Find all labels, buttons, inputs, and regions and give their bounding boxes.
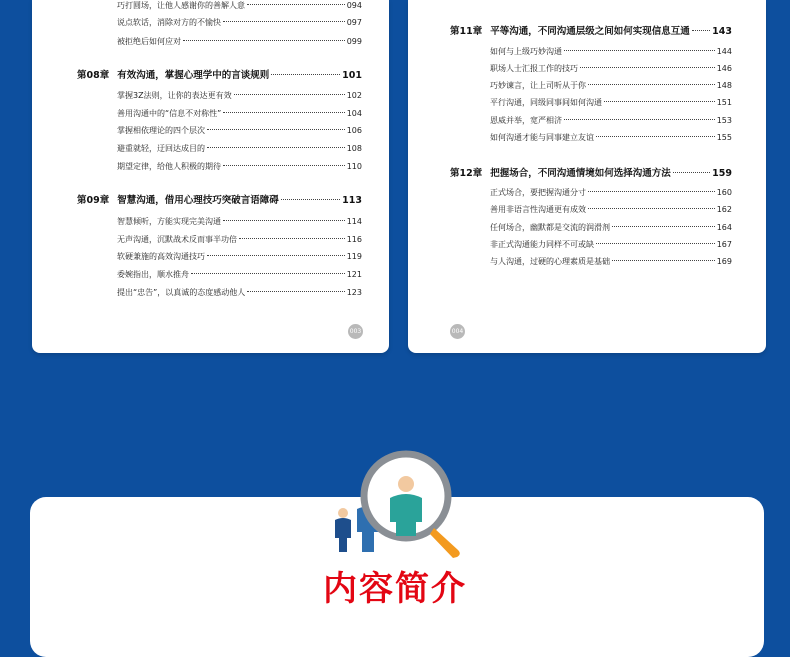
leader-dots — [692, 30, 710, 31]
leader-dots — [247, 4, 345, 5]
leader-dots — [247, 291, 344, 292]
toc-item-title: 如何与上级巧妙沟通 — [490, 47, 562, 56]
magnifier-people-icon — [326, 448, 466, 558]
toc-item-page: 146 — [716, 64, 732, 73]
toc-item — [490, 204, 732, 215]
toc-item-page: 110 — [346, 162, 362, 171]
toc-item — [490, 97, 732, 108]
toc-item-page: 097 — [346, 18, 362, 27]
toc-item-title: 说点软话，消除对方的不愉快 — [117, 18, 221, 27]
toc-item — [117, 269, 362, 280]
toc-item — [117, 234, 362, 245]
toc-item-title: 掌握3Z法则，让你的表达更有效 — [117, 91, 232, 100]
toc-item — [117, 0, 362, 11]
toc-item-title: 无声沟通，沉默战术反而事半功倍 — [117, 235, 237, 244]
chapter-number: 第09章 — [77, 195, 110, 206]
toc-item — [117, 143, 362, 154]
leader-dots — [207, 147, 345, 148]
toc-item-title: 善用非语言性沟通更有成效 — [490, 205, 586, 214]
toc-item-title: 期望定律，给他人积极的期待 — [117, 162, 221, 171]
toc-item-page: 155 — [716, 133, 732, 142]
toc-item — [117, 90, 362, 101]
toc-item-title: 平行沟通，同级同事间如何沟通 — [490, 98, 602, 107]
magnifier-handle — [430, 528, 460, 558]
toc-item-page: 160 — [716, 188, 732, 197]
page-number-badge: 003 — [348, 324, 363, 339]
leader-dots — [580, 67, 715, 68]
toc-page-left — [32, 0, 389, 353]
chapter-number: 第08章 — [77, 70, 110, 81]
leader-dots — [223, 165, 345, 166]
toc-item — [117, 216, 362, 227]
leader-dots — [673, 172, 710, 173]
toc-item-title: 提出“忠告”，以真诚的态度感动他人 — [117, 288, 246, 297]
toc-item — [490, 256, 732, 267]
chapter-title: 平等沟通，不同沟通层级之间如何实现信息互通 — [490, 26, 690, 37]
leader-dots — [271, 74, 340, 75]
toc-item-title: 善用沟通中的“信息不对称性” — [117, 109, 222, 118]
toc-item-title: 如何沟通才能与同事建立友谊 — [490, 133, 594, 142]
chapter-title: 把握场合，不同沟通情境如何选择沟通方法 — [490, 168, 671, 179]
toc-item-title: 软硬兼施的高效沟通技巧 — [117, 252, 205, 261]
toc-item-page: 121 — [346, 270, 362, 279]
toc-item-title: 职场人士汇报工作的技巧 — [490, 64, 578, 73]
leader-dots — [588, 191, 715, 192]
leader-dots — [223, 220, 345, 221]
toc-item-title: 避重就轻，迂回达成目的 — [117, 144, 205, 153]
toc-item-title: 巧妙谏言，让上司听从于你 — [490, 81, 586, 90]
leader-dots — [588, 208, 715, 209]
page-number-badge: 004 — [450, 324, 465, 339]
chapter-page: 159 — [712, 168, 732, 179]
toc-item-title: 任何场合，幽默都是交流的润滑剂 — [490, 223, 610, 232]
toc-item-page: 123 — [346, 288, 362, 297]
person-small-icon — [335, 508, 351, 552]
toc-item-title: 巧打圆场，让他人感谢你的善解人意 — [117, 1, 245, 10]
toc-item — [490, 46, 732, 57]
chapter-title: 有效沟通，掌握心理学中的言谈规则 — [117, 70, 270, 81]
toc-item-page: 094 — [346, 1, 362, 10]
chapter-page: 101 — [342, 70, 362, 81]
toc-item-page: 169 — [716, 257, 732, 266]
toc-item — [117, 287, 362, 298]
toc-item-page: 164 — [716, 223, 732, 232]
toc-item — [490, 63, 732, 74]
toc-item-title: 非正式沟通能力同样不可或缺 — [490, 240, 594, 249]
leader-dots — [223, 21, 345, 22]
leader-dots — [191, 273, 345, 274]
leader-dots — [596, 243, 715, 244]
toc-item-title: 被拒绝后如何应对 — [117, 37, 181, 46]
toc-item-title: 委婉指出，顺水推舟 — [117, 270, 189, 279]
toc-item-page: 102 — [346, 91, 362, 100]
chapter-page: 113 — [342, 195, 362, 206]
toc-item — [490, 239, 732, 250]
toc-item-page: 151 — [716, 98, 732, 107]
leader-dots — [604, 101, 715, 102]
toc-item-page: 099 — [346, 37, 362, 46]
chapter-page: 143 — [712, 26, 732, 37]
toc-item — [490, 132, 732, 143]
toc-chapter — [450, 165, 732, 179]
toc-item-page: 162 — [716, 205, 732, 214]
leader-dots — [223, 112, 344, 113]
toc-page-right — [408, 0, 766, 353]
toc-item-page: 108 — [346, 144, 362, 153]
toc-item-page: 114 — [346, 217, 362, 226]
leader-dots — [596, 136, 715, 137]
leader-dots — [564, 50, 715, 51]
leader-dots — [234, 94, 345, 95]
leader-dots — [207, 255, 345, 256]
toc-item — [117, 251, 362, 262]
toc-item — [490, 80, 732, 91]
leader-dots — [207, 129, 345, 130]
toc-item-page: 144 — [716, 47, 732, 56]
toc-item-page: 153 — [716, 116, 732, 125]
leader-dots — [281, 199, 340, 200]
toc-item-page: 104 — [346, 109, 362, 118]
toc-item-title: 掌握相依理论的四个层次 — [117, 126, 205, 135]
section-title: 内容简介 — [323, 569, 467, 609]
toc-item-title: 与人沟通，过硬的心理素质是基础 — [490, 257, 610, 266]
toc-item — [490, 222, 732, 233]
toc-item-page: 119 — [346, 252, 362, 261]
leader-dots — [564, 119, 715, 120]
leader-dots — [239, 238, 345, 239]
toc-item-page: 167 — [716, 240, 732, 249]
leader-dots — [612, 260, 715, 261]
chapter-title: 智慧沟通，借用心理技巧突破言语障碍 — [117, 195, 279, 206]
toc-chapter — [77, 67, 362, 81]
toc-item-title: 智慧倾听，方能实现完美沟通 — [117, 217, 221, 226]
leader-dots — [183, 40, 345, 41]
toc-item — [117, 108, 362, 119]
toc-chapter — [77, 192, 362, 206]
toc-item — [117, 17, 362, 28]
chapter-number: 第12章 — [450, 168, 483, 179]
leader-dots — [612, 226, 715, 227]
leader-dots — [588, 84, 715, 85]
toc-item-title: 正式场合，要把握沟通分寸 — [490, 188, 586, 197]
toc-item — [490, 187, 732, 198]
toc-item-title: 恩威并举，宽严相济 — [490, 116, 562, 125]
toc-item-page: 148 — [716, 81, 732, 90]
toc-item-page: 116 — [346, 235, 362, 244]
toc-item-page: 106 — [346, 126, 362, 135]
toc-item — [117, 161, 362, 172]
toc-item — [117, 36, 362, 47]
toc-item — [490, 115, 732, 126]
chapter-number: 第11章 — [450, 26, 483, 37]
toc-chapter — [450, 23, 732, 37]
toc-item — [117, 125, 362, 136]
